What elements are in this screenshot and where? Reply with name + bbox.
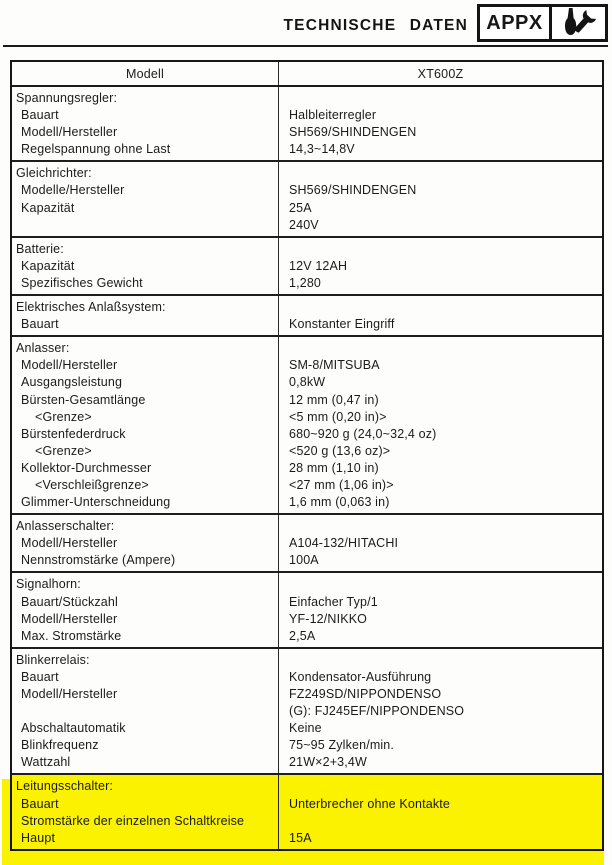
spec-value-empty: [279, 778, 602, 795]
spec-label: Anlasser:: [16, 341, 70, 356]
spec-value: 75~95 Zylken/min.: [289, 738, 395, 753]
spec-value-empty: [279, 518, 602, 535]
spec-value: 2,5A: [289, 628, 316, 643]
spec-values: [278, 337, 602, 513]
spec-labels: [12, 573, 278, 646]
spec-value: FZ249SD/NIPPONDENSO: [289, 687, 442, 701]
spec-label: Modell/Hersteller: [21, 536, 118, 551]
spec-label: Bauart: [21, 796, 59, 811]
spec-labels: [12, 238, 278, 294]
spec-value: 680~920 g (24,0~32,4 oz): [289, 426, 437, 441]
spec-label: Elektrisches Anlaßsystem:: [16, 300, 166, 315]
spec-value-empty: [279, 813, 602, 830]
spec-labels: [12, 87, 278, 160]
spec-label: Kollektor-Durchmesser: [21, 460, 152, 475]
spec-value: SH569/SHINDENGEN: [289, 125, 417, 140]
spec-label: Max. Stromstärke: [21, 628, 122, 643]
spec-values: [278, 649, 602, 774]
spec-value: 1,280: [289, 275, 322, 290]
spec-label: <Grenze>: [35, 409, 92, 424]
spec-label: Batterie:: [16, 241, 64, 256]
screwdriver-wrench-icon: [552, 7, 605, 39]
spec-labels: [12, 296, 278, 335]
spec-values: [278, 515, 602, 571]
spec-section-batterie: [12, 236, 602, 294]
spec-labels: [12, 515, 278, 571]
spec-value: 1,6 mm (0,063 in): [289, 495, 390, 510]
spec-value: 240V: [289, 217, 319, 232]
spec-values: [278, 238, 602, 294]
spec-value: 12V 12AH: [289, 258, 348, 273]
header-rule: [3, 45, 608, 47]
spec-labels: [12, 337, 278, 513]
spec-value: 15A: [289, 830, 312, 845]
table-header-row: [12, 62, 602, 87]
spec-value: 28 mm (1,10 in): [289, 460, 379, 475]
spec-value-empty: [279, 299, 602, 316]
spec-value: Halbleiterregler: [289, 108, 377, 123]
spec-label: Wattzahl: [21, 755, 71, 770]
spec-labels: [12, 775, 278, 848]
spec-label: Modelle/Hersteller: [21, 183, 125, 198]
spec-label: Bürsten-Gesamtlänge: [21, 392, 146, 407]
spec-label: Haupt: [21, 830, 56, 845]
spec-label: Bauart: [21, 317, 59, 332]
spec-label: Abschaltautomatik: [21, 721, 126, 736]
spec-value: 12 mm (0,47 in): [289, 392, 379, 407]
spec-label: Modell/Hersteller: [21, 125, 118, 140]
spec-value: 21W×2+3,4W: [289, 755, 367, 770]
spec-section-spannungsregler: [12, 87, 602, 160]
spec-label: Kapazität: [21, 258, 75, 273]
spec-label: Modell/Hersteller: [21, 358, 118, 373]
spec-value: 14,3~14,8V: [289, 142, 355, 157]
spec-values: [278, 775, 602, 848]
spec-value-empty: [279, 165, 602, 182]
appx-badge: [477, 4, 608, 42]
spec-section-blinkerrelais: [12, 647, 602, 774]
spec-label: Anlasserschalter:: [16, 519, 115, 534]
spec-value-empty: [279, 90, 602, 107]
spec-section-anlasserschalter: [12, 513, 602, 571]
spec-value: Unterbrecher ohne Kontakte: [289, 796, 450, 811]
spec-labels: [12, 649, 278, 774]
spec-values: [278, 162, 602, 235]
spec-table: [10, 60, 604, 851]
spec-value: 25A: [289, 200, 312, 215]
spec-section-elektrisches-anlasssystem: [12, 294, 602, 335]
spec-value: 100A: [289, 553, 319, 568]
spec-value: A104-132/HITACHI: [289, 536, 399, 551]
spec-value: SM-8/MITSUBA: [289, 358, 380, 373]
spec-value: Keine: [289, 721, 322, 736]
spec-value: YF-12/NIKKO: [289, 611, 368, 626]
spec-label: Signalhorn:: [16, 577, 81, 592]
spec-value: <5 mm (0,20 in)>: [289, 409, 387, 424]
spec-value-empty: [279, 576, 602, 593]
spec-value-empty: [279, 652, 602, 669]
spec-label: Stromstärke der einzelnen Schaltkreise: [21, 813, 245, 828]
spec-labels: [12, 162, 278, 235]
spec-label: Kapazität: [21, 200, 75, 215]
page-title: TECHNISCHE DATEN: [283, 17, 468, 34]
spec-label: Modell/Hersteller: [21, 611, 118, 626]
spec-values: [278, 296, 602, 335]
spec-label: Spezifisches Gewicht: [21, 275, 143, 290]
spec-label: Blinkfrequenz: [21, 738, 99, 753]
spec-values: [278, 87, 602, 160]
spec-section-signalhorn: [12, 571, 602, 646]
spec-value: 0,8kW: [289, 375, 326, 390]
spec-value-empty: [279, 241, 602, 258]
spec-label: Modell/Hersteller: [21, 687, 118, 701]
spec-label: Gleichrichter:: [16, 166, 92, 181]
spec-label: <Grenze>: [35, 443, 92, 458]
spec-label: Ausgangsleistung: [21, 375, 123, 390]
spec-label: Bauart: [21, 669, 59, 684]
column-header-xt600z: XT600Z: [278, 62, 602, 85]
spec-value: SH569/SHINDENGEN: [289, 183, 417, 198]
spec-section-gleichrichter: [12, 160, 602, 235]
spec-label: Bauart/Stückzahl: [21, 594, 118, 609]
spec-value: Kondensator-Ausführung: [289, 669, 432, 684]
spec-value: <27 mm (1,06 in)>: [289, 477, 394, 492]
spec-section-anlasser: [12, 335, 602, 513]
spec-label: Glimmer-Unterschneidung: [21, 495, 171, 510]
spec-value-empty: [279, 340, 602, 357]
spec-label: Leitungsschalter:: [16, 779, 114, 794]
spec-label: Blinkerrelais:: [16, 652, 90, 667]
spec-value: Einfacher Typ/1: [289, 594, 378, 609]
spec-values: [278, 573, 602, 646]
spec-label-empty: [12, 703, 278, 720]
spec-label: Regelspannung ohne Last: [21, 142, 171, 157]
spec-label: Bürstenfederdruck: [21, 426, 126, 441]
spec-label: Bauart: [21, 108, 59, 123]
spec-label-empty: [12, 217, 278, 234]
spec-sections: [12, 87, 602, 849]
appx-label: APPX: [480, 7, 552, 39]
spec-value: (G): FJ245EF/NIPPONDENSO: [289, 704, 465, 719]
spec-value: <520 g (13,6 oz)>: [289, 443, 391, 458]
spec-section-leitungsschalter: [12, 773, 602, 848]
spec-label: Nennstromstärke (Ampere): [21, 553, 176, 568]
spec-label: Spannungsregler:: [16, 91, 118, 105]
column-header-modell: Modell: [125, 66, 165, 81]
spec-label: <Verschleißgrenze>: [35, 477, 149, 492]
spec-value: Konstanter Eingriff: [289, 317, 395, 332]
